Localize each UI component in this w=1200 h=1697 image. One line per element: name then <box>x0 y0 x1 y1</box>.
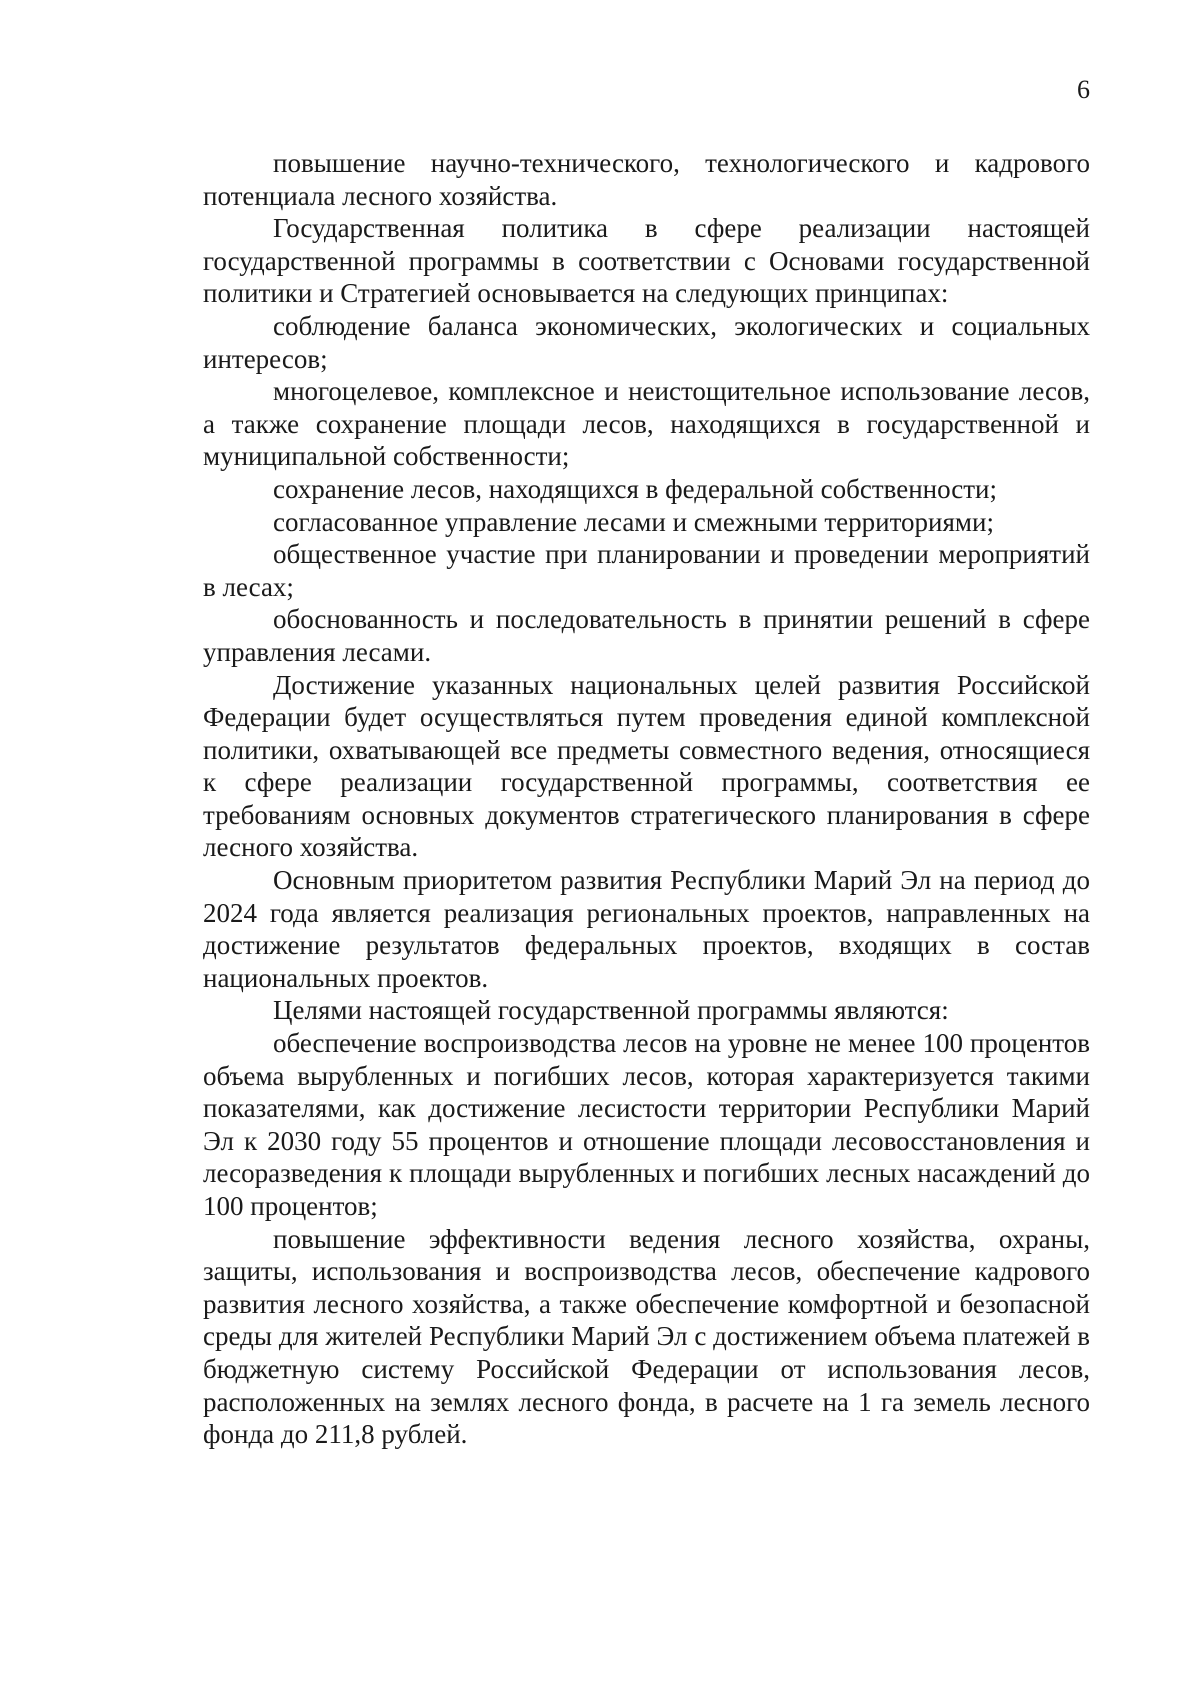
paragraph: общественное участие при планировании и проведении мероприятий в лесах; <box>203 539 1090 602</box>
paragraph: Целями настоящей государственной программы являются: <box>273 995 949 1026</box>
paragraph: согласованное управление лесами и смежными территориями; <box>273 506 994 537</box>
document-body <box>203 147 1090 1451</box>
paragraph: повышение научно-технического, технологического и кадрового потенциала лесного хозяйства. <box>203 148 1090 211</box>
paragraph: многоцелевое, комплексное и неистощительное использование лесов, а также сохранение площади лесов, находящихся в государственной и муниципальной собственности; <box>203 376 1090 472</box>
paragraph: Достижение указанных национальных целей развития Российской Федерации будет осуществляться путем проведения единой комплексной политики, охватывающей все предметы совместного ведения, относящиеся к сфере реализации государственной программы, соответствия ее требованиям основных документов стратегического планирования в сфере лесного хозяйства. <box>203 669 1090 863</box>
paragraph: повышение эффективности ведения лесного хозяйства, охраны, защиты, использования и воспроизводства лесов, обеспечение кадрового развития лесного хозяйства, а также обеспечение комфортной и безопасной среды для жителей Республики Марий Эл с достижением объема платежей в бюджетную систему Российской Федерации от использования лесов, расположенных на землях лесного фонда, в расчете на 1 га земель лесного фонда до 211,8 рублей. <box>203 1223 1090 1450</box>
paragraph: Государственная политика в сфере реализации настоящей государственной программы в соответствии с Основами государственной политики и Стратегией основывается на следующих принципах: <box>203 213 1090 309</box>
paragraph: соблюдение баланса экономических, экологических и социальных интересов; <box>203 310 1090 374</box>
paragraph: сохранение лесов, находящихся в федеральной собственности; <box>273 473 998 504</box>
paragraph: обоснованность и последовательность в принятии решений в сфере управления лесами. <box>203 604 1090 667</box>
paragraph: обеспечение воспроизводства лесов на уровне не менее 100 процентов объема вырубленных и погибших лесов, которая характеризуется такими показателями, как достижение лесистости территории Республики Марий Эл к 2030 году 55 процентов и отношение площади лесовосстановления и лесоразведения к площади вырубленных и погибших лесных насаждений до 100 процентов; <box>203 1028 1090 1221</box>
page-number: 6 <box>1077 75 1090 104</box>
paragraph: Основным приоритетом развития Республики Марий Эл на период до 2024 года является реализация региональных проектов, направленных на достижение результатов федеральных проектов, входящих в состав национальных проектов. <box>203 865 1090 993</box>
